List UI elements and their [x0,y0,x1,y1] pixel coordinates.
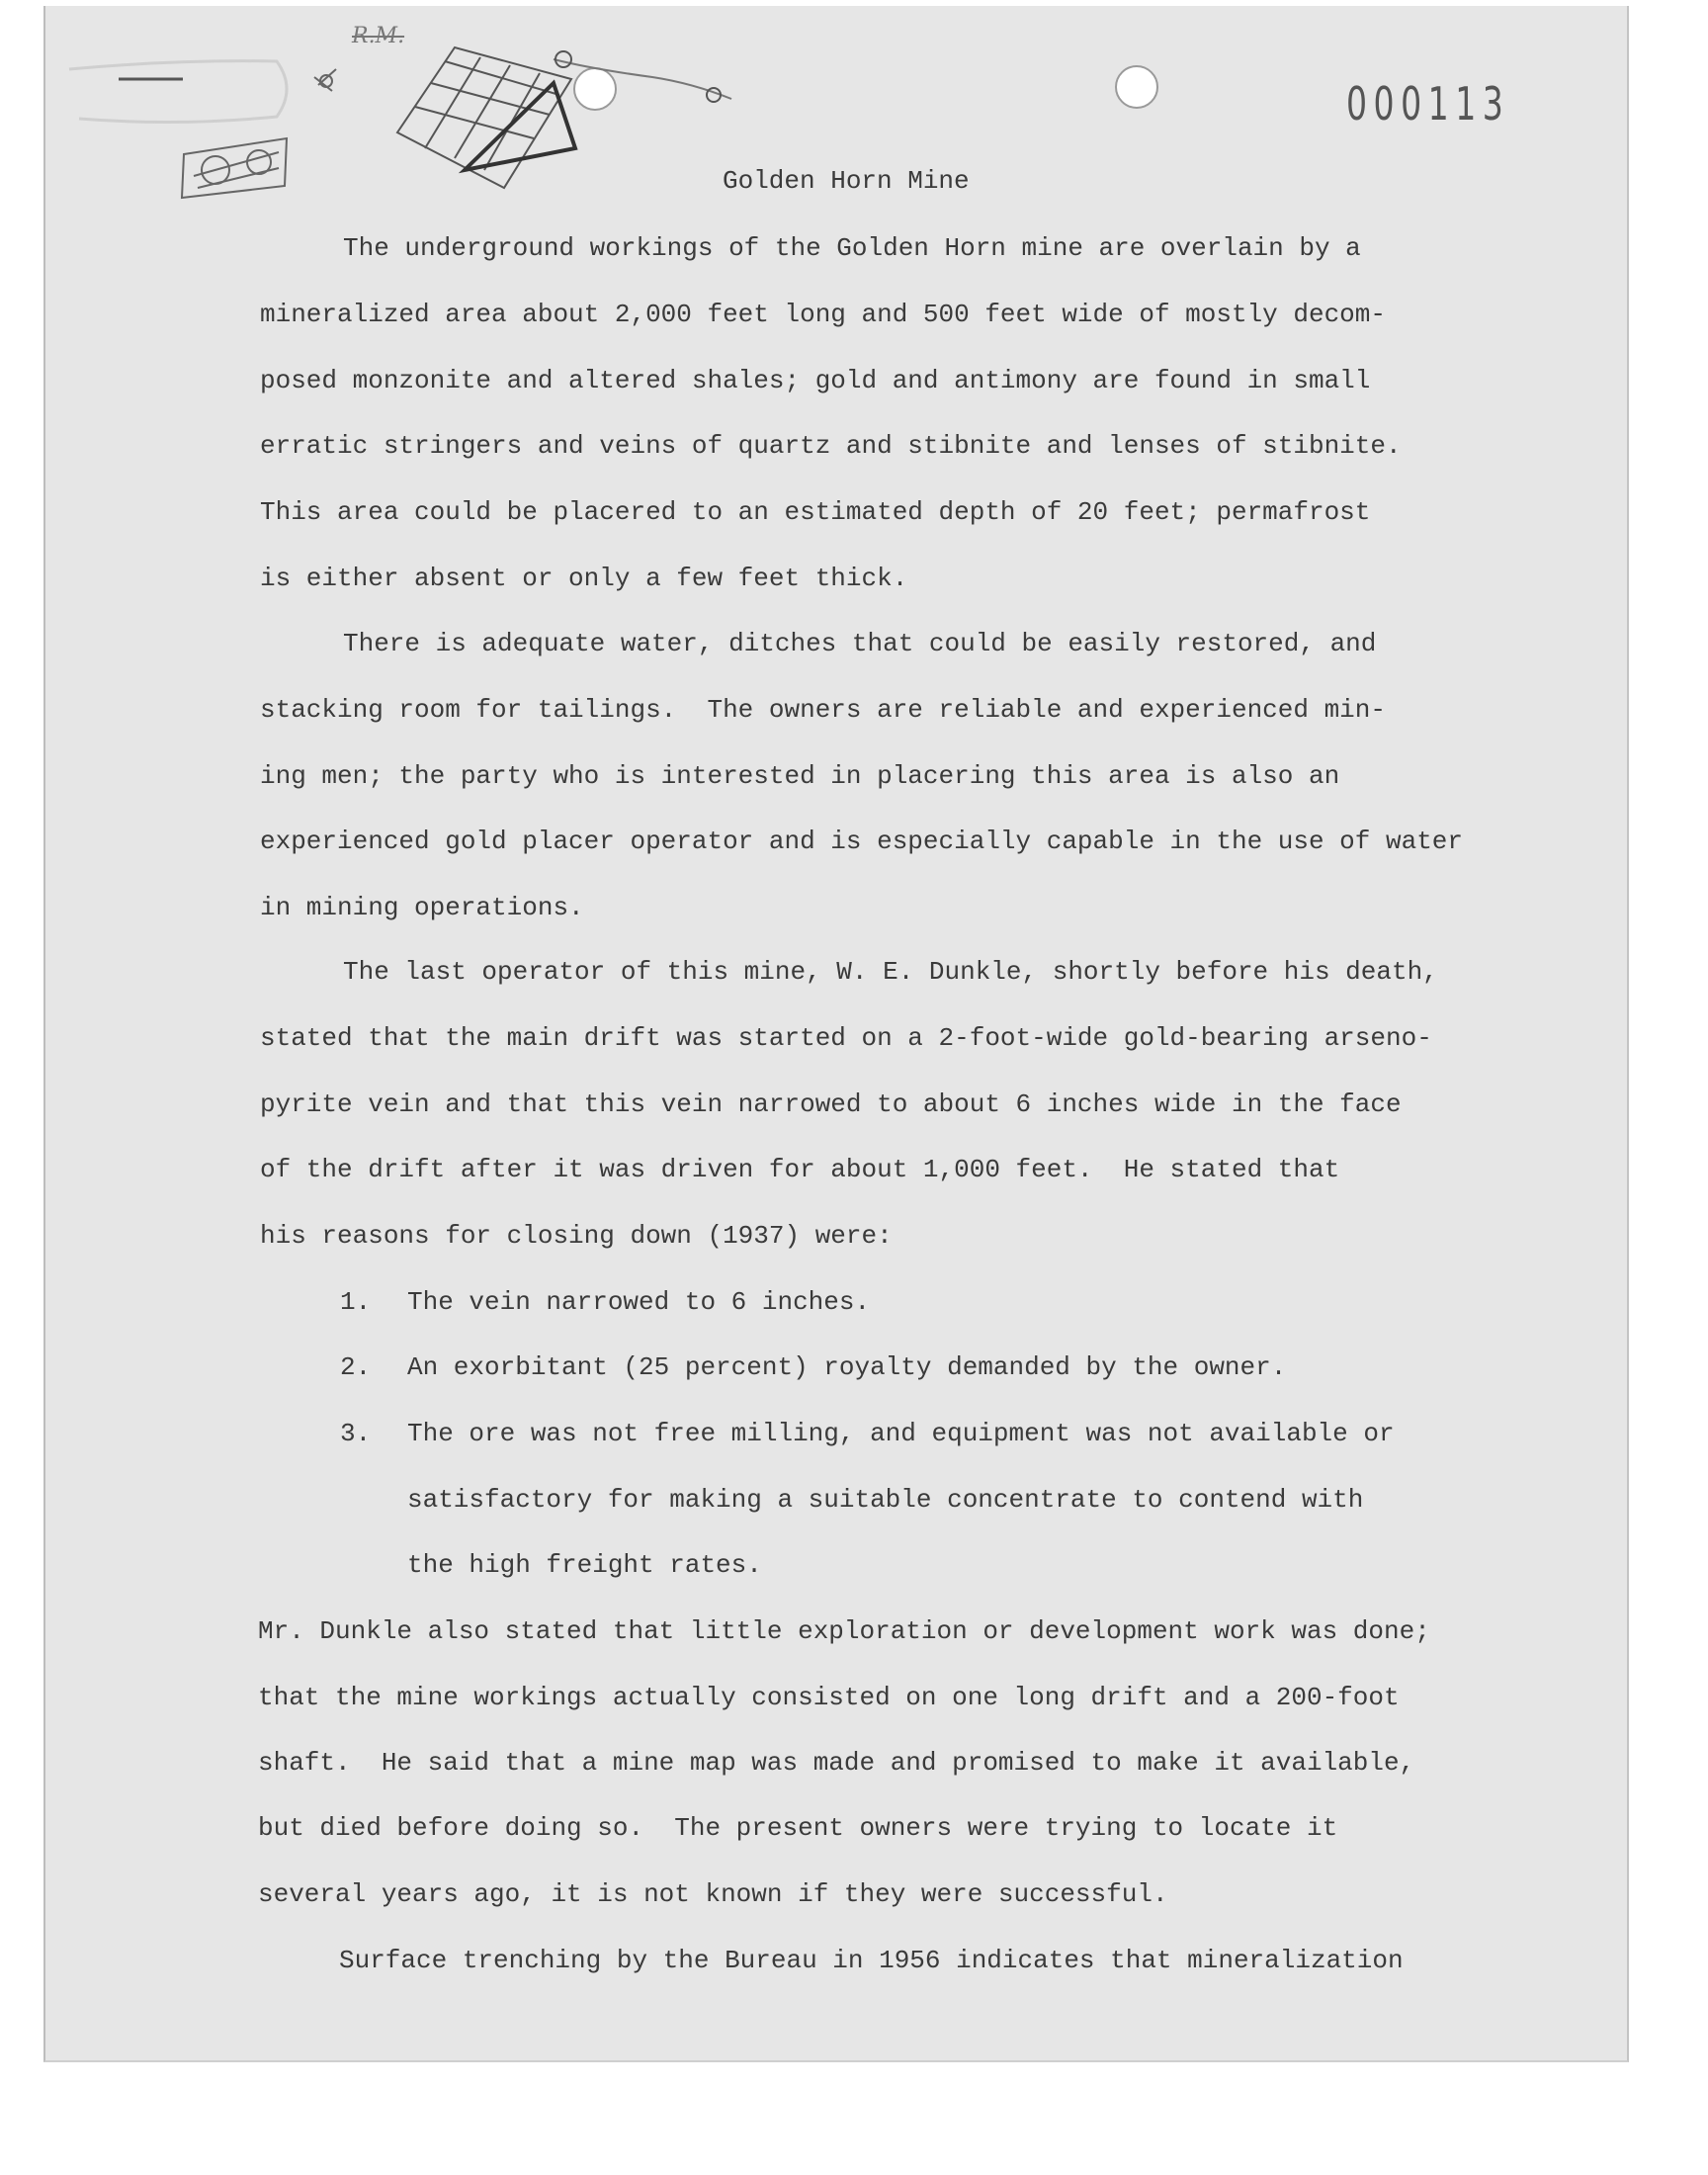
text-line: There is adequate water, ditches that could be easily restored, and [343,629,1377,658]
text-line: pyrite vein and that this vein narrowed to about 6 inches wide in the face [260,1089,1402,1119]
list-item-text: An exorbitant (25 percent) royalty demanded by the owner. [407,1352,1287,1382]
left-margin-scribble [69,61,332,123]
text-line: several years ago, it is not known if they were successful. [258,1879,1168,1909]
list-number: 2. [340,1352,372,1382]
text-line: Surface trenching by the Bureau in 1956 indicates that mineralization [339,1946,1404,1975]
list-number: 3. [340,1419,372,1448]
text-line: that the mine workings actually consisted on one long drift and a 200-foot [258,1683,1400,1712]
list-item-text: the high freight rates. [407,1550,762,1580]
text-line: experienced gold placer operator and is especially capable in the use of water [260,826,1463,856]
text-line: stated that the main drift was started on a 2-foot-wide gold-bearing arseno- [260,1023,1432,1053]
text-line: in mining operations. [260,893,584,922]
list-item-text: The vein narrowed to 6 inches. [407,1287,871,1317]
document-title: Golden Horn Mine [723,166,970,196]
text-line: his reasons for closing down (1937) were: [260,1221,893,1251]
text-line: shaft. He said that a mine map was made and promised to make it available, [258,1748,1415,1778]
list-item-text: The ore was not free milling, and equipment was not available or [407,1419,1395,1448]
text-line: stacking room for tailings. The owners are reliable and experienced min- [260,695,1386,725]
text-line: mineralized area about 2,000 feet long and 500 feet wide of mostly decom- [260,300,1386,329]
text-line: erratic stringers and veins of quartz and stibnite and lenses of stibnite. [260,431,1402,461]
text-line: ing men; the party who is interested in placering this area is also an [260,761,1340,791]
handwritten-initials: R.M. [352,24,405,48]
text-line: is either absent or only a few feet thick. [260,564,908,593]
text-line: This area could be placered to an estimated depth of 20 feet; permafrost [260,497,1371,527]
list-number: 1. [340,1287,372,1317]
text-line: The last operator of this mine, W. E. Dunkle, shortly before his death, [343,957,1438,987]
list-item-text: satisfactory for making a suitable concentrate to contend with [407,1485,1364,1515]
page-number: 000113 [1346,77,1510,130]
text-line: Mr. Dunkle also stated that little exploration or development work was done; [258,1616,1430,1646]
text-line: The underground workings of the Golden Horn mine are overlain by a [343,233,1361,263]
tower-sketch [397,47,731,188]
postage-sketch [182,138,287,198]
text-line: posed monzonite and altered shales; gold and antimony are found in small [260,366,1371,395]
text-line: of the drift after it was driven for about 1,000 feet. He stated that [260,1155,1340,1184]
text-line: but died before doing so. The present owners were trying to locate it [258,1813,1338,1843]
